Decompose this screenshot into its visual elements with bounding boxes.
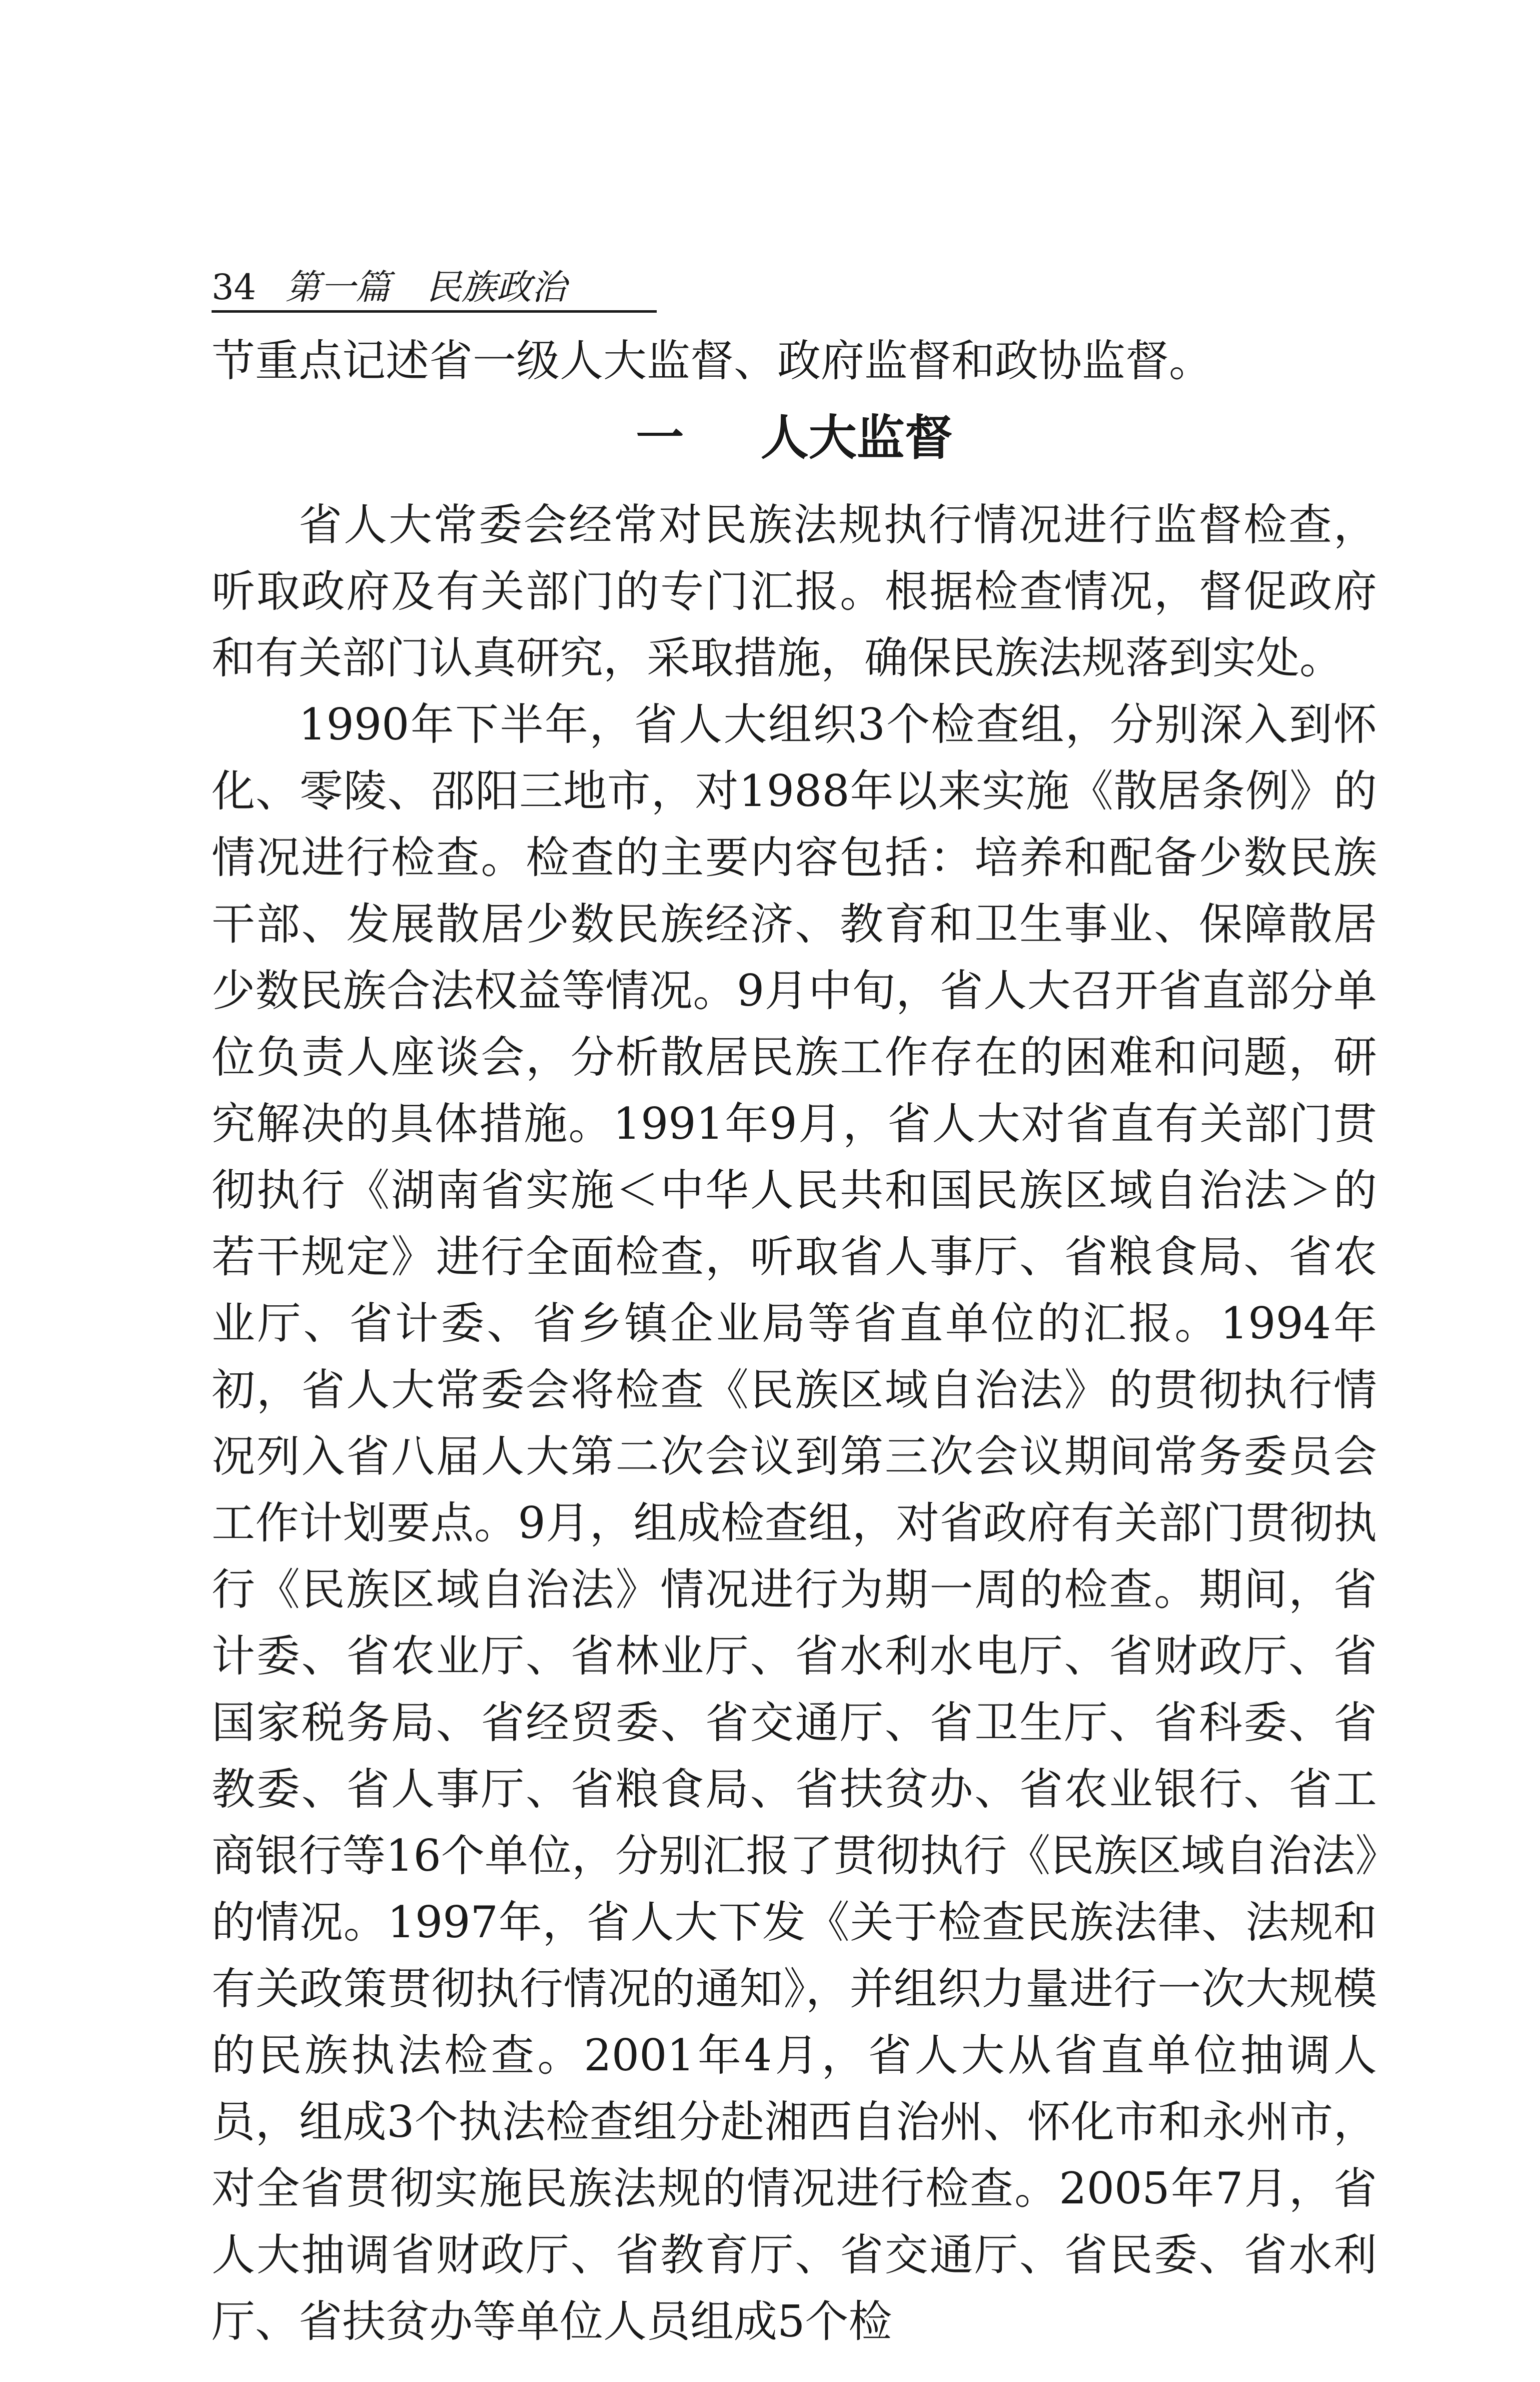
paragraph: 省人大常委会经常对民族法规执行情况进行监督检查，听取政府及有关部门的专门汇报。根据检查情况，督促政府和有关部门认真研究，采取措施，确保民族法规落到实处。	[212, 499, 1377, 683]
part-title: 第一篇	[285, 267, 391, 308]
chapter-title: 民族政治	[426, 267, 567, 308]
section-number: 一	[636, 410, 684, 466]
page-body	[212, 328, 1377, 2355]
paragraph: 1990年下半年，省人大组织3个检查组，分别深入到怀化、零陵、邵阳三地市，对1988年以来实施《散居条例》的情况进行检查。检查的主要内容包括：培养和配备少数民族干部、发展散居少数民族经济、教育和卫生事业、保障散居少数民族合法权益等情况。9月中旬，省人大召开省直部分单位负责人座谈会，分析散居民族工作存在的困难和问题，研究解决的具体措施。1991年9月，省人大对省直有关部门贯彻执行《湖南省实施＜中华人民共和国民族区域自治法＞的若干规定》进行全面检查，听取省人事厅、省粮食局、省农业厅、省计委、省乡镇企业局等省直单位的汇报。1994年初，省人大常委会将检查《民族区域自治法》的贯彻执行情况列入省八届人大第二次会议到第三次会议期间常务委员会工作计划要点。9月，组成检查组，对省政府有关部门贯彻执行《民族区域自治法》情况进行为期一周的检查。期间，省计委、省农业厅、省林业厅、省水利水电厅、省财政厅、省国家税务局、省经贸委、省交通厅、省卫生厅、省科委、省教委、省人事厅、省粮食局、省扶贫办、省农业银行、省工商银行等16个单位，分别汇报了贯彻执行《民族区域自治法》的情况。1997年，省人大下发《关于检查民族法律、法规和有关政策贯彻执行情况的通知》，并组织力量进行一次大规模的民族执法检查。2001年4月，省人大从省直单位抽调人员，组成3个执法检查组分赴湘西自治州、怀化市和永州市，对全省贯彻实施民族法规的情况进行检查。2005年7月，省人大抽调省财政厅、省教育厅、省交通厅、省民委、省水利厅、省扶贫办等单位人员组成5个检	[212, 699, 1377, 2347]
intro-paragraph: 节重点记述省一级人大监督、政府监督和政协监督。	[212, 335, 1212, 386]
running-header	[212, 264, 657, 313]
section-heading	[212, 394, 1377, 482]
section-title: 人大监督	[760, 410, 953, 466]
page-number: 34	[212, 267, 257, 308]
